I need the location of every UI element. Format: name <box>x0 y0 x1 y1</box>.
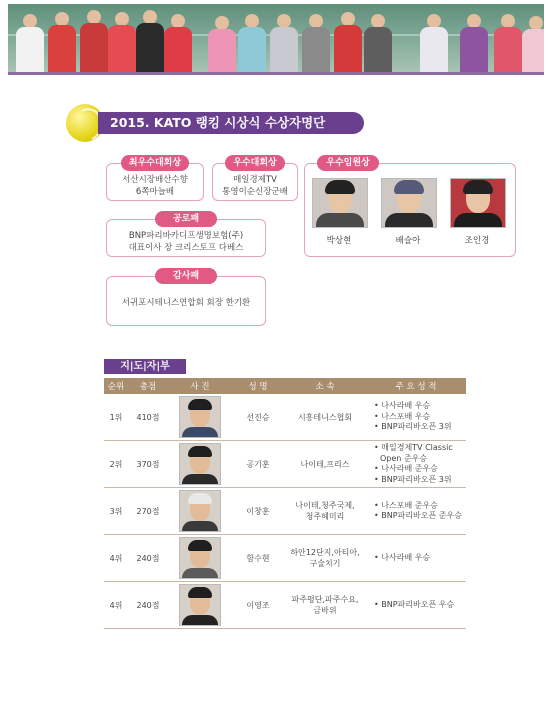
coach-section-tag: 지|도|자|부 <box>104 359 186 374</box>
name-cell: 이창훈 <box>232 488 284 535</box>
club-cell <box>284 582 366 629</box>
award-line: 통영이순신장군배 <box>222 187 288 197</box>
club-cell <box>284 441 366 488</box>
award-line: 6쪽마늘배 <box>135 187 175 197</box>
score-cell: 270점 <box>128 488 168 535</box>
record-line: • 나사라배 우승 <box>374 401 431 411</box>
photo-cell <box>168 582 232 629</box>
name-cell: 함수현 <box>232 535 284 582</box>
header-name: 성 명 <box>232 378 284 394</box>
photo-cell <box>168 488 232 535</box>
score-cell: 240점 <box>128 582 168 629</box>
records-cell <box>366 535 466 582</box>
winner-photo <box>312 178 368 228</box>
name-cell: 선진승 <box>232 394 284 441</box>
photo-cell <box>168 535 232 582</box>
header-rank: 순위 <box>104 378 128 394</box>
photo-cell <box>168 441 232 488</box>
referee-winner-2 <box>381 178 435 246</box>
winner-name: 배슬아 <box>395 236 421 246</box>
club-line: 시흥테니스협회 <box>297 412 353 422</box>
records-cell <box>366 441 466 488</box>
award-line: BNP파리바카디프생명보험(주) <box>128 231 244 241</box>
record-line: • BNP파리바오픈 3위 <box>374 422 452 432</box>
award-appreciation <box>106 271 266 326</box>
award-excellent-tournament <box>212 158 298 201</box>
winner-photo <box>381 178 437 228</box>
club-line: 청주헤미리 <box>305 512 345 521</box>
rank-cell: 3위 <box>104 488 128 535</box>
award-line: 대표이사 장 크리스토프 다베스 <box>128 243 244 253</box>
table-row <box>104 535 466 582</box>
award-line: 매일경제TV <box>233 175 277 185</box>
name-cell: 이영조 <box>232 582 284 629</box>
coach-ranking-table <box>104 378 466 629</box>
award-line: 서귀포시테니스연합회 회장 한기환 <box>121 298 251 308</box>
record-line: • BNP파리바오픈 준우승 <box>374 511 462 520</box>
table-row <box>104 441 466 488</box>
award-best-tournament <box>106 158 204 201</box>
club-cell <box>284 394 366 441</box>
winner-name: 박상현 <box>326 236 352 246</box>
club-line: 파주평단,파주수요, <box>291 595 359 604</box>
award-line: 서산시장배산수향 <box>122 175 188 185</box>
table-row <box>104 394 466 441</box>
coach-photo <box>179 396 221 438</box>
name-cell: 공기훈 <box>232 441 284 488</box>
page-title: 2015. KATO 랭킹 시상식 수상자명단 <box>98 112 364 134</box>
club-line: 하안12단지,아티아, <box>290 548 360 557</box>
section-title <box>66 104 366 144</box>
record-line: Open 준우승 <box>380 453 428 463</box>
club-cell <box>284 488 366 535</box>
rank-cell: 4위 <box>104 535 128 582</box>
header-photo: 사 진 <box>168 378 232 394</box>
score-cell: 370점 <box>128 441 168 488</box>
record-line: • 나스포배 준우승 <box>374 500 438 510</box>
club-line: 구술치기 <box>309 559 341 568</box>
award-merit <box>106 214 266 257</box>
score-cell: 410점 <box>128 394 168 441</box>
header-score: 총점 <box>128 378 168 394</box>
record-line: • 나사라배 준우승 <box>374 464 438 473</box>
score-cell: 240점 <box>128 535 168 582</box>
award-label: 최우수대회상 <box>121 155 189 171</box>
record-line: • BNP파리바오픈 우승 <box>374 599 455 609</box>
photo-cell <box>168 394 232 441</box>
coach-photo <box>179 490 221 532</box>
referee-winner-1 <box>312 178 366 246</box>
club-line: 금바위 <box>313 606 337 615</box>
winner-photo <box>450 178 506 228</box>
records-cell <box>366 394 466 441</box>
record-line: • 나스포배 우승 <box>374 411 431 421</box>
award-label: 우수대회상 <box>225 155 285 171</box>
header-club: 소 속 <box>284 378 366 394</box>
record-line: • 매일경제TV Classic <box>374 443 453 452</box>
award-label: 공로패 <box>155 211 217 227</box>
record-line: • 나사라배 우승 <box>374 552 431 562</box>
header-banner-photo <box>8 4 544 72</box>
table-row <box>104 488 466 535</box>
coach-photo <box>179 584 221 626</box>
table-header-row <box>104 378 466 394</box>
winner-name: 조인경 <box>464 236 490 246</box>
rank-cell: 4위 <box>104 582 128 629</box>
table-row <box>104 582 466 629</box>
records-cell <box>366 488 466 535</box>
rank-cell: 2위 <box>104 441 128 488</box>
rank-cell: 1위 <box>104 394 128 441</box>
records-cell <box>366 582 466 629</box>
coach-photo <box>179 537 221 579</box>
award-label: 감사패 <box>155 268 217 284</box>
referee-winner-3 <box>450 178 504 246</box>
banner-divider <box>8 72 544 75</box>
club-line: 나이테,청주국제, <box>295 501 355 510</box>
record-line: • BNP파리바오픈 3위 <box>374 474 452 484</box>
award-label: 우수임원상 <box>317 155 379 171</box>
club-cell <box>284 535 366 582</box>
club-line: 나이테,프리스 <box>300 459 350 469</box>
coach-photo <box>179 443 221 485</box>
header-records: 주 요 성 적 <box>366 378 466 394</box>
